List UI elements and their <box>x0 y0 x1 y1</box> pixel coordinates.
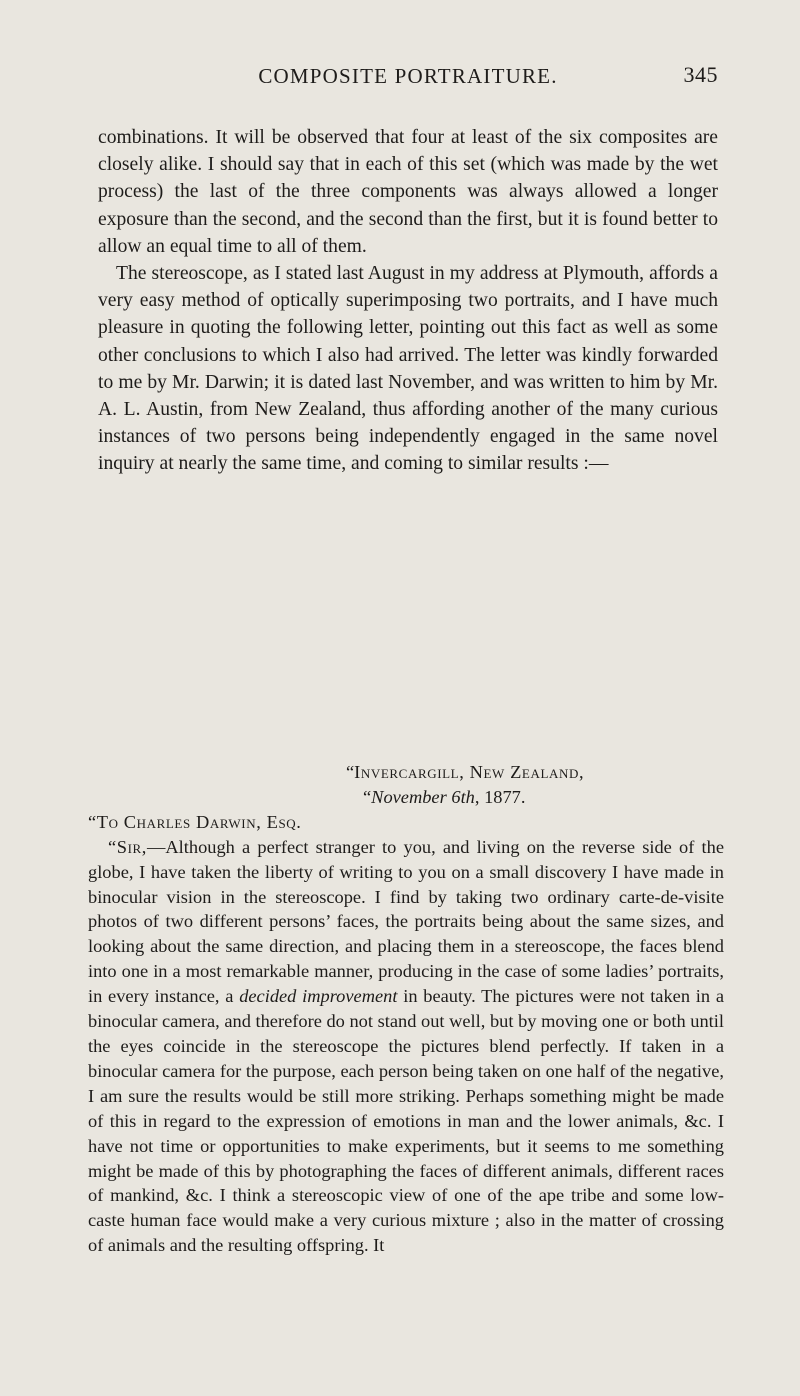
letter-date: “November 6th, 1877. <box>363 786 526 807</box>
letter-date-month: November <box>371 786 447 807</box>
letter-date-year: , 1877. <box>474 786 526 807</box>
paragraph-stereoscope: The stereoscope, as I stated last August in my address at Plymouth, affords a very easy method of optically superimposing two portraits, and I have much pleasure in quoting the following letter, pointing out this fact as well as some other conclusions to which I also had arrived. The letter was kindly forwarded to me by Mr. Darwin; it is dated last November, and was written to him by Mr. A. L. Austin, from New Zealand, thus affording another of the many curious instances of two persons being independently engaged in the same novel inquiry at nearly the same time, and coming to similar results :— <box>98 263 718 475</box>
letter-body-rest: in beauty. The pictures were not taken in a binocular camera, and therefore do not stand out well, but by moving one or both until the eyes coincide in the stereoscope the pictures blend perfectly. If taken in a binocular camera for the purpose, each person being taken on one half of the negative, I am sure the results would be still more striking. Perhaps something might be made of this in regard to the expression of emotions in man and the lower animals, &c. I have not time or opportunities to make experiments, but it seems to me something might be made of this by photographing the faces of different animals, different races of mankind, &c. I think a stereoscopic view of one of the ape tribe and some low-caste human face would make a very curious mixture ; also in the matter of crossing of animals and the resulting offspring. It <box>88 986 724 1256</box>
running-head <box>98 64 718 94</box>
body-text <box>98 124 718 478</box>
letter-salutation: “To Charles Darwin, Esq. <box>88 811 302 832</box>
letter-date-day: 6th <box>451 786 475 807</box>
letter-body-lead: —Although a perfect stranger to you, and living on the reverse side of the globe, I have taken the liberty of writing to you on a small discovery I have made in binocular vision in the stereoscope. I find by taking two ordinary carte-de-visite photos of two different persons’ faces, the portraits being about the same sizes, and looking about the same direction, and placing them in a stereoscope, the faces blend into one in a most remarkable manner, producing in the case of some ladies’ portraits, in every instance, a <box>88 836 724 1007</box>
letter-sir: “Sir, <box>108 836 147 857</box>
page-number: 345 <box>683 62 718 87</box>
letter-address: “Invercargill, New Zealand, <box>346 762 585 782</box>
running-title: COMPOSITE PORTRAITURE. <box>258 64 558 88</box>
paragraph-continuation: combinations. It will be observed that four at least of the six composites are closely alike. I should say that in each of this set (which was made by the wet process) the last of the three components was always allowed a longer exposure than the second, and the second than the first, but it is found better to allow an equal time to all of them. <box>98 127 718 257</box>
quoted-letter <box>88 760 724 1258</box>
letter-emphasis: decided improvement <box>239 986 398 1007</box>
letter-body <box>88 835 724 1258</box>
letter-address-text: Invercargill, New Zealand, <box>354 762 585 782</box>
